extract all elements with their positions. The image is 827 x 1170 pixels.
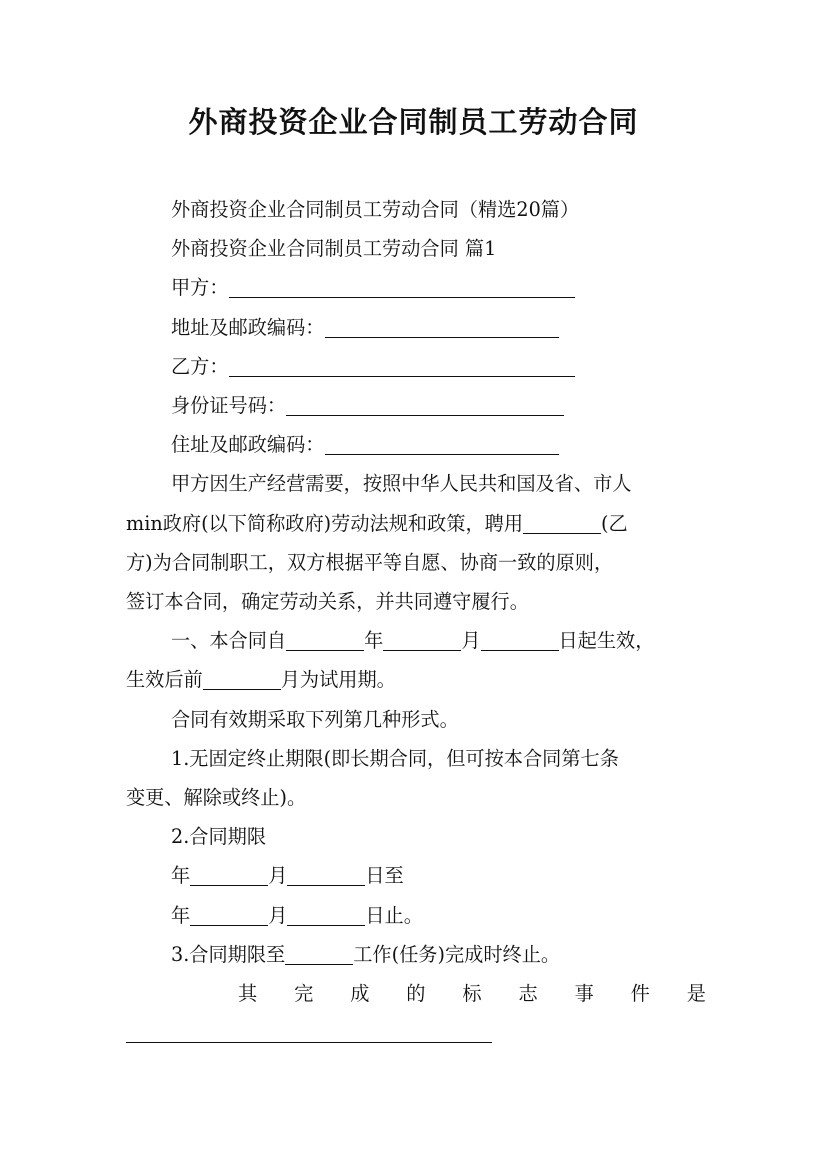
year-label: 年 <box>364 629 384 653</box>
completion-char: 志 <box>518 982 538 1006</box>
to-month-blank <box>190 903 268 926</box>
id-line <box>126 386 706 425</box>
completion-blank <box>126 1020 492 1043</box>
form-3 <box>126 935 706 974</box>
from-month-label: 月 <box>268 864 288 888</box>
address-b-line <box>126 425 706 464</box>
to-date-line <box>126 896 706 935</box>
intro-line-4: 签订本合同，确定劳动关系，并共同遵守履行。 <box>126 590 529 614</box>
completion-line <box>126 974 706 1013</box>
probation-end: 月为试用期。 <box>280 668 396 692</box>
address-a-line <box>126 308 706 347</box>
form-3-start: 3.合同期限至 <box>171 942 286 966</box>
intro-line-2 <box>126 504 706 543</box>
completion-char: 成 <box>350 982 370 1006</box>
form-1-line-2: 变更、解除或终止)。 <box>126 786 307 810</box>
task-blank <box>285 942 353 965</box>
intro-line-2-start: min政府(以下简称政府)劳动法规和政策，聘用 <box>126 511 524 535</box>
to-year-label: 年 <box>171 903 191 927</box>
completion-char: 件 <box>630 982 650 1006</box>
from-month-blank <box>190 863 268 886</box>
completion-char: 其 <box>238 982 258 1006</box>
party-b-label: 乙方： <box>171 354 229 378</box>
completion-blank-line <box>126 1013 706 1052</box>
form-3-end: 工作(任务)完成时终止。 <box>353 942 561 966</box>
document-title: 外商投资企业合同制员工劳动合同 <box>188 105 639 139</box>
id-label: 身份证号码： <box>171 394 287 418</box>
address-a-label: 地址及邮政编码： <box>171 315 325 339</box>
clause-1-start: 一、本合同自 <box>171 629 287 653</box>
completion-char: 标 <box>462 982 482 1006</box>
start-day-blank <box>481 628 559 651</box>
probation-label: 生效后前 <box>126 668 203 692</box>
completion-char: 的 <box>406 982 426 1006</box>
party-b-blank <box>229 354 575 377</box>
clause-1-line-2 <box>126 660 706 699</box>
completion-char: 事 <box>574 982 594 1006</box>
intro-line-2-end: (乙 <box>601 511 628 535</box>
start-month-blank <box>383 628 461 651</box>
day-label: 日起生效， <box>558 629 655 653</box>
from-day-label: 日至 <box>365 864 404 888</box>
from-date-line <box>126 856 706 895</box>
intro-line-1: 甲方因生产经营需要，按照中华人民共和国及省、市人 <box>171 472 632 496</box>
to-day-label: 日止。 <box>365 903 423 927</box>
address-a-blank <box>325 315 559 338</box>
start-year-blank <box>286 628 364 651</box>
completion-char: 完 <box>294 982 314 1006</box>
party-a-label: 甲方： <box>171 276 229 300</box>
form-intro: 合同有效期采取下列第几种形式。 <box>171 707 459 731</box>
to-day-blank <box>287 903 365 926</box>
form-2: 2.合同期限 <box>171 825 267 849</box>
from-day-blank <box>287 863 365 886</box>
party-a-line <box>126 268 706 307</box>
employee-name-blank <box>523 511 601 534</box>
document-body <box>126 190 706 1052</box>
month-label: 月 <box>461 629 481 653</box>
form-1-line-1: 1.无固定终止期限(即长期合同，但可按本合同第七条 <box>171 746 619 770</box>
subtitle: 外商投资企业合同制员工劳动合同（精选20篇） <box>171 198 580 221</box>
clause-1-line-1 <box>126 621 706 660</box>
completion-char: 是 <box>686 982 706 1006</box>
intro-line-3: 方)为合同制职工，双方根据平等自愿、协商一致的原则， <box>126 550 614 574</box>
to-month-label: 月 <box>268 903 288 927</box>
address-b-label: 住址及邮政编码： <box>171 433 325 457</box>
probation-blank <box>203 667 281 690</box>
party-a-blank <box>229 275 575 298</box>
party-b-line <box>126 347 706 386</box>
section-heading: 外商投资企业合同制员工劳动合同 篇1 <box>171 237 497 261</box>
from-year-label: 年 <box>171 864 191 888</box>
id-blank <box>286 393 564 416</box>
address-b-blank <box>325 432 559 455</box>
